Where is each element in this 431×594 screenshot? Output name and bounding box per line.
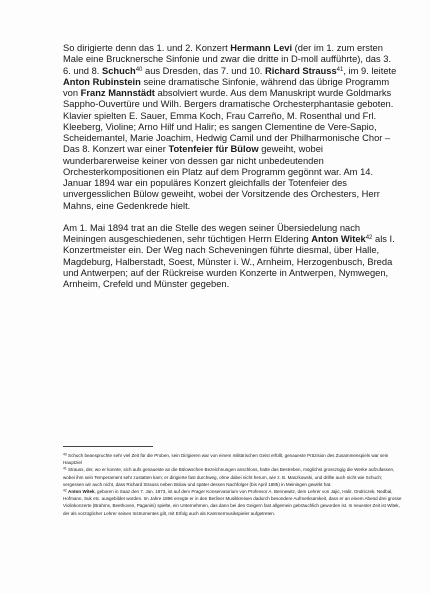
text-span: seine dramatische Sinfonie, während das übrige Programm von: [63, 76, 390, 98]
text-span: So dirigierte denn das 1. und 2. Konzert: [63, 43, 231, 53]
name-schuch: Schuch: [101, 65, 136, 76]
text-span: geweiht, wobei wunderbarerweise keiner von dessen gar nicht unbedeutenden Orchesterkompositionen ein Platz auf dem Programm gegönnt war. Am 14. Januar 1894 war ein populäres Konzert gleichfalls der Totenfeier des unvergesslichen Bülow geweiht, wobei der Vorsitzende des Orchesters, Herr Mahns, eine Gedenkrede hielt.: [63, 144, 380, 211]
footnote-41: [63, 466, 403, 488]
text-span: , im 9. leitete: [343, 65, 397, 76]
footnote-ref-41[interactable]: 41: [336, 66, 344, 73]
text-span: (der im 1. zum ersten Male eine Brucknersche Sinfonie und zwar die dritte in D-moll aufführte), das 3. 6. und 8.: [63, 43, 392, 76]
footnote-number: 42: [63, 488, 67, 493]
name-franz-mannstaedt: Franz Mannstädt: [80, 88, 155, 98]
main-text: [63, 43, 399, 301]
name-anton-rubinstein: Anton Rubinstein: [63, 76, 141, 87]
footnote-number: 41: [63, 466, 67, 471]
paragraph-1: [63, 43, 399, 212]
footnote-ref-40[interactable]: 40: [135, 66, 143, 73]
name-hermann-levi: Hermann Levi: [230, 43, 293, 53]
footnotes: [63, 452, 403, 517]
footnote-text: , geboren in Saaz den 7. Jan. 1873, ist auf dem Prager Konservatorium von Professor A. Bennewitz, dem Lehrer von Jajic, Halir, Ondriczek, Nedbal, Hofmann, Suk etc. ausgebildet worden. Im Jahre 1896 erregte er in den Berliner Musikkreisen dadurch besondere Aufmerksamkeit, dass er an einem Abend drei grosse Violinkonzerte (Brahms, Beethoven, Paganini) spielte, ein Unternehmen, das dann bei den Geigern fast allgemein gebräuchlich geworden ist. In neuester Zeit ist Witek, der als vorzüglicher Lehrer seines Instrumentes gilt, mit Erfolg auch als Kammermusikspieler aufgetreten.: [63, 489, 402, 516]
text-span: absolviert wurde. Aus dem Manuskript wurde Goldmarks Sappho-Ouvertüre und Wilh. Bergers dramatische Orchesterphantasie geboten. Klavier spielten E. Sauer, Emma Koch, Frau Carreño, M. Rosenthal und Frl. Kleeberg, Violine; Arno Hilf und Halir; es sangen Clementine de Vere-Sapio, Scheidemantel, Marie Joachim, Hedwig Camil und der Philharmonische Chor – Das 8. Konzert war einer: [63, 88, 394, 155]
text-span: als I. Konzertmeister ein. Der Weg nach Scheveningen führte diesmal, über Halle, Magdeburg, Halberstadt, Soest, Münster i. W., Arnheim, Herzogenbusch, Breda und Antwerpen; auf der Rückreise wurden Konzerte in Antwerpen, Nymwegen, Arnheim, Crefeld und Münster gegeben.: [63, 234, 395, 289]
totenfeier-fuer-buelow: Totenfeier für Bülow: [168, 144, 259, 155]
footnote-separator: [63, 446, 153, 447]
footnote-text: Strauss, der, wo er konnte, sich aufs genaueste an die Bülowschen Bezeichnungen anschloss, hatte das Bestreben, möglichst grosszügig die Werke aufzufassen, wobei ihm sein Temperament sehr zustatten kam; er dirigierte fast durchweg, ohne dabei nicht herum, wie z. B. Maszkowski, und drillte auch nicht wie Schuch; vergessen wir auch nicht, dass Richard Strauss neben Bülow und später dessen Nachfolger (bis April 1885) in Meiningen gewirkt hat.: [63, 467, 395, 487]
name-anton-witek: Anton Witek: [311, 234, 366, 244]
name-richard-strauss: Richard Strauss: [265, 65, 337, 76]
text-span: aus Dresden, das 7. und 10.: [142, 65, 265, 76]
paragraph-2: [63, 223, 399, 291]
footnote-ref-42[interactable]: 42: [365, 235, 373, 241]
footnote-text: Schuch beanspruchte sehr viel Zeit für die Proben, sein Dirigieren war von einem militärischen Geist erfüllt, genaueste Präzision des Zusammenspiels war sein Hauptziel: [63, 453, 389, 466]
footnote-40: [63, 452, 403, 466]
footnote-42: [63, 488, 403, 517]
text-span: Am 1. Mai 1894 trat an die Stelle des wegen seiner Übersiedelung nach Meiningen ausgeschiedenen, sehr tüchtigen Herrn Eldering: [63, 222, 361, 244]
footnote-name: Anton Witek: [68, 489, 95, 495]
footnote-number: 40: [63, 452, 67, 457]
